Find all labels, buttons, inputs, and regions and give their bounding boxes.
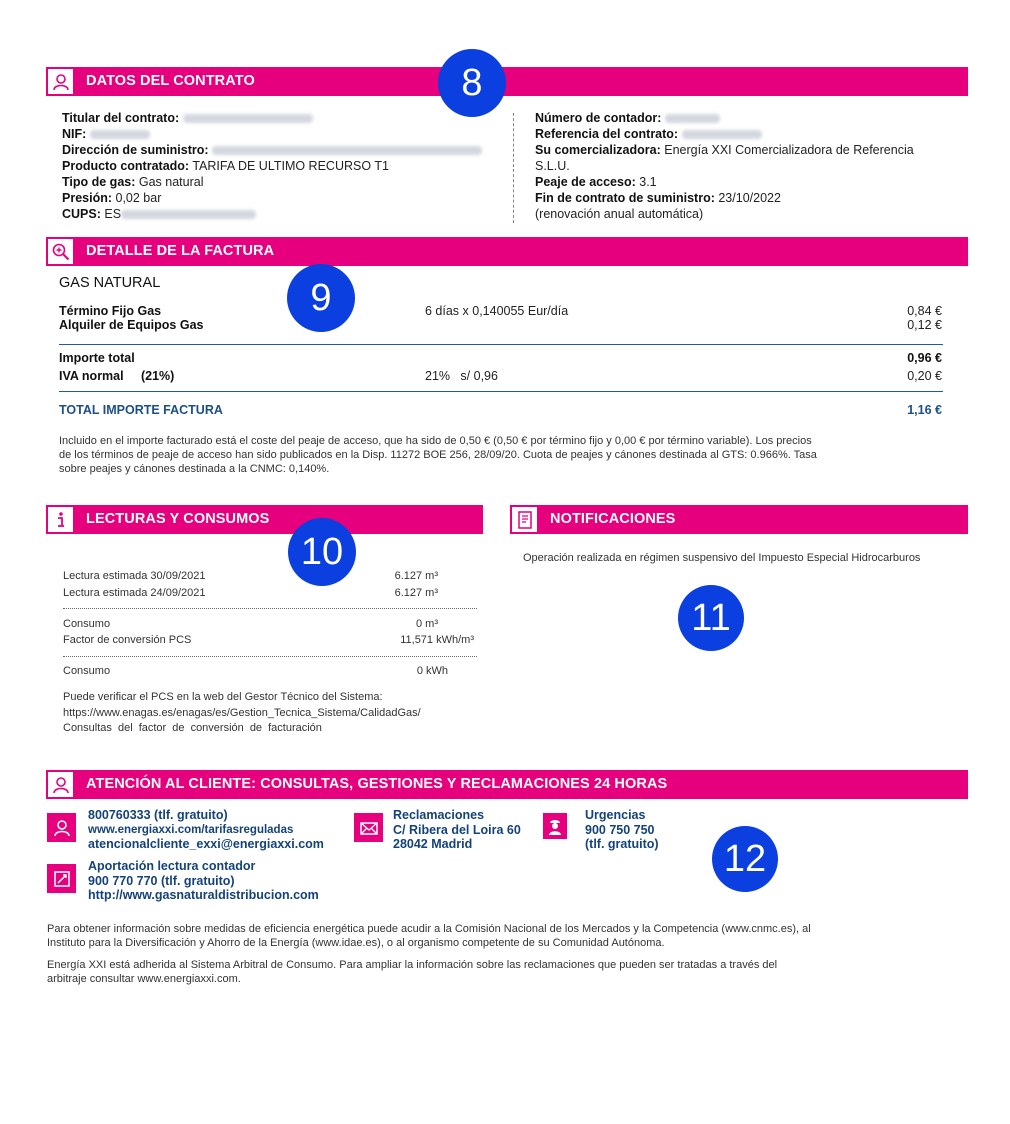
footer-text: Energía XXI está adherida al Sistema Arbitral de Consumo. Para ampliar la información sobre las reclamaciones que pueden ser tratadas a través del: [47, 959, 778, 971]
redacted-value: [183, 114, 313, 123]
iva-detail: 21% s/ 0,96: [425, 369, 498, 383]
product-heading: GAS NATURAL: [59, 275, 161, 291]
redacted-value: [212, 146, 482, 155]
consumo-kwh-label: Consumo: [63, 665, 111, 677]
tipo-gas-field: Tipo de gas: Gas natural: [62, 175, 204, 189]
meter-icon: [47, 864, 76, 893]
lectura-label: Lectura estimada 30/09/2021: [63, 570, 206, 582]
peaje-note: de los términos de peaje de acceso han sido publicados en la Disp. 11272 BOE 256, 28/09/20. Cuota de peajes y cánones destinada al GTS: 0.966%. Tasa: [59, 449, 817, 461]
peaje-note: Incluido en el importe facturado está el coste del peaje de acceso, que ha sido de 0,50 € (0,50 € por término fijo y 0,00 € por término variable). Los precios: [59, 435, 812, 447]
technician-icon: [543, 813, 567, 839]
person-icon: [47, 813, 76, 842]
dotted-divider: [63, 608, 477, 609]
row-concept: Término Fijo Gas: [59, 304, 162, 318]
consumo-value: 0 m³: [416, 618, 438, 630]
section-title: NOTIFICACIONES: [550, 511, 676, 527]
urgencias-note: (tlf. gratuito): [585, 837, 659, 851]
presion-field: Presión: 0,02 bar: [62, 191, 162, 205]
total-label: TOTAL IMPORTE FACTURA: [59, 403, 223, 417]
cups-field: CUPS: ES: [62, 206, 256, 222]
notification-text: Operación realizada en régimen suspensivo del Impuesto Especial Hidrocarburos: [523, 552, 921, 564]
section-number-badge: 12: [712, 826, 778, 892]
redacted-value: [121, 210, 256, 219]
urgencias-title: Urgencias: [585, 808, 646, 822]
footer-text: Para obtener información sobre medidas de eficiencia energética puede acudir a la Comisión Nacional de los Mercados y la Competencia (www.cnmc.es), al: [47, 923, 811, 935]
section-number-badge: 11: [678, 585, 744, 651]
distribucion-link[interactable]: http://www.gasnaturaldistribucion.com: [88, 888, 319, 902]
consumo-kwh-value: 0 kWh: [416, 665, 448, 677]
reclamaciones-city: 28042 Madrid: [393, 837, 473, 851]
urgencias-phone[interactable]: 900 750 750: [585, 823, 655, 837]
divider: [59, 391, 943, 392]
section-title: DATOS DEL CONTRATO: [86, 73, 255, 89]
lectura-value: 6.127 m³: [394, 587, 438, 599]
reclamaciones-title: Reclamaciones: [393, 808, 485, 822]
section-number-badge: 10: [288, 518, 356, 586]
producto-field: Producto contratado: TARIFA DE ULTIMO RECURSO T1: [62, 159, 389, 173]
divider: [59, 344, 943, 345]
fin-contrato-field: Fin de contrato de suministro: 23/10/2022: [535, 191, 781, 205]
redacted-value: [665, 114, 720, 123]
tarifas-link[interactable]: www.energiaxxi.com/tarifasreguladas: [88, 824, 294, 836]
person-icon: [46, 770, 75, 799]
importe-total-label: Importe total: [59, 351, 135, 365]
person-icon: [46, 67, 75, 96]
pcs-note: Consultas del factor de conversión de facturación: [63, 722, 322, 734]
row-concept: Alquiler de Equipos Gas: [59, 318, 204, 332]
iva-value: 0,20 €: [907, 369, 942, 383]
document-icon: [510, 505, 539, 534]
direccion-field: Dirección de suministro:: [62, 142, 482, 158]
redacted-value: [682, 130, 762, 139]
iva-label: IVA normal (21%): [59, 369, 175, 383]
titular-field: Titular del contrato:: [62, 110, 313, 126]
row-amount: 0,84 €: [907, 304, 942, 318]
magnifier-icon: [46, 237, 75, 266]
footer-text: arbitraje consultar www.energiaxxi.com.: [47, 973, 241, 985]
pcs-note: Puede verificar el PCS en la web del Gestor Técnico del Sistema:: [63, 691, 383, 703]
aportacion-phone[interactable]: 900 770 770 (tlf. gratuito): [88, 874, 235, 888]
importe-total-value: 0,96 €: [907, 351, 942, 365]
reclamaciones-address: C/ Ribera del Loira 60: [393, 823, 521, 837]
section-header-factura: [46, 237, 968, 266]
row-detail: 6 días x 0,140055 Eur/día: [425, 304, 569, 318]
phone-number[interactable]: 800760333 (tlf. gratuito): [88, 808, 228, 822]
email-link[interactable]: atencionalcliente_exxi@energiaxxi.com: [88, 837, 324, 851]
section-header-atencion: [46, 770, 968, 799]
section-number-badge: 8: [438, 49, 506, 117]
info-icon: [46, 505, 75, 534]
section-title: ATENCIÓN AL CLIENTE: CONSULTAS, GESTIONES Y RECLAMACIONES 24 HORAS: [86, 776, 668, 792]
section-number-badge: 9: [287, 264, 355, 332]
section-title: LECTURAS Y CONSUMOS: [86, 511, 270, 527]
referencia-field: Referencia del contrato:: [535, 126, 762, 142]
factor-value: 11,571 kWh/m³: [400, 634, 474, 646]
total-value: 1,16 €: [907, 403, 942, 417]
aportacion-title: Aportación lectura contador: [88, 859, 256, 873]
pcs-link[interactable]: https://www.enagas.es/enagas/es/Gestion_Tecnica_Sistema/CalidadGas/: [63, 707, 421, 719]
section-title: DETALLE DE LA FACTURA: [86, 243, 275, 259]
renovacion-note: (renovación anual automática): [535, 207, 704, 221]
dotted-divider: [63, 656, 477, 657]
comercializadora-field: Su comercializadora: Energía XXI Comercializadora de Referencia: [535, 143, 914, 157]
column-divider: [513, 113, 514, 223]
section-header-notificaciones: [510, 505, 968, 534]
lectura-value: 6.127 m³: [394, 570, 438, 582]
nif-field: NIF:: [62, 126, 150, 142]
footer-text: Instituto para la Diversificación y Ahorro de la Energía (www.idae.es), o al organismo competente de su Comunidad Autónoma.: [47, 937, 665, 949]
section-header-contrato: [46, 67, 968, 96]
peaje-note: sobre peajes y cánones destinada a la CNMC: 0,140%.: [59, 463, 330, 475]
row-amount: 0,12 €: [907, 318, 942, 332]
envelope-icon: [354, 813, 383, 842]
section-header-lecturas: [46, 505, 483, 534]
contador-field: Número de contador:: [535, 110, 720, 126]
redacted-value: [90, 130, 150, 139]
consumo-label: Consumo: [63, 618, 111, 630]
peaje-field: Peaje de acceso: 3.1: [535, 175, 657, 189]
factor-label: Factor de conversión PCS: [63, 634, 192, 646]
comercializadora-field-cont: S.L.U.: [535, 159, 570, 173]
lectura-label: Lectura estimada 24/09/2021: [63, 587, 206, 599]
